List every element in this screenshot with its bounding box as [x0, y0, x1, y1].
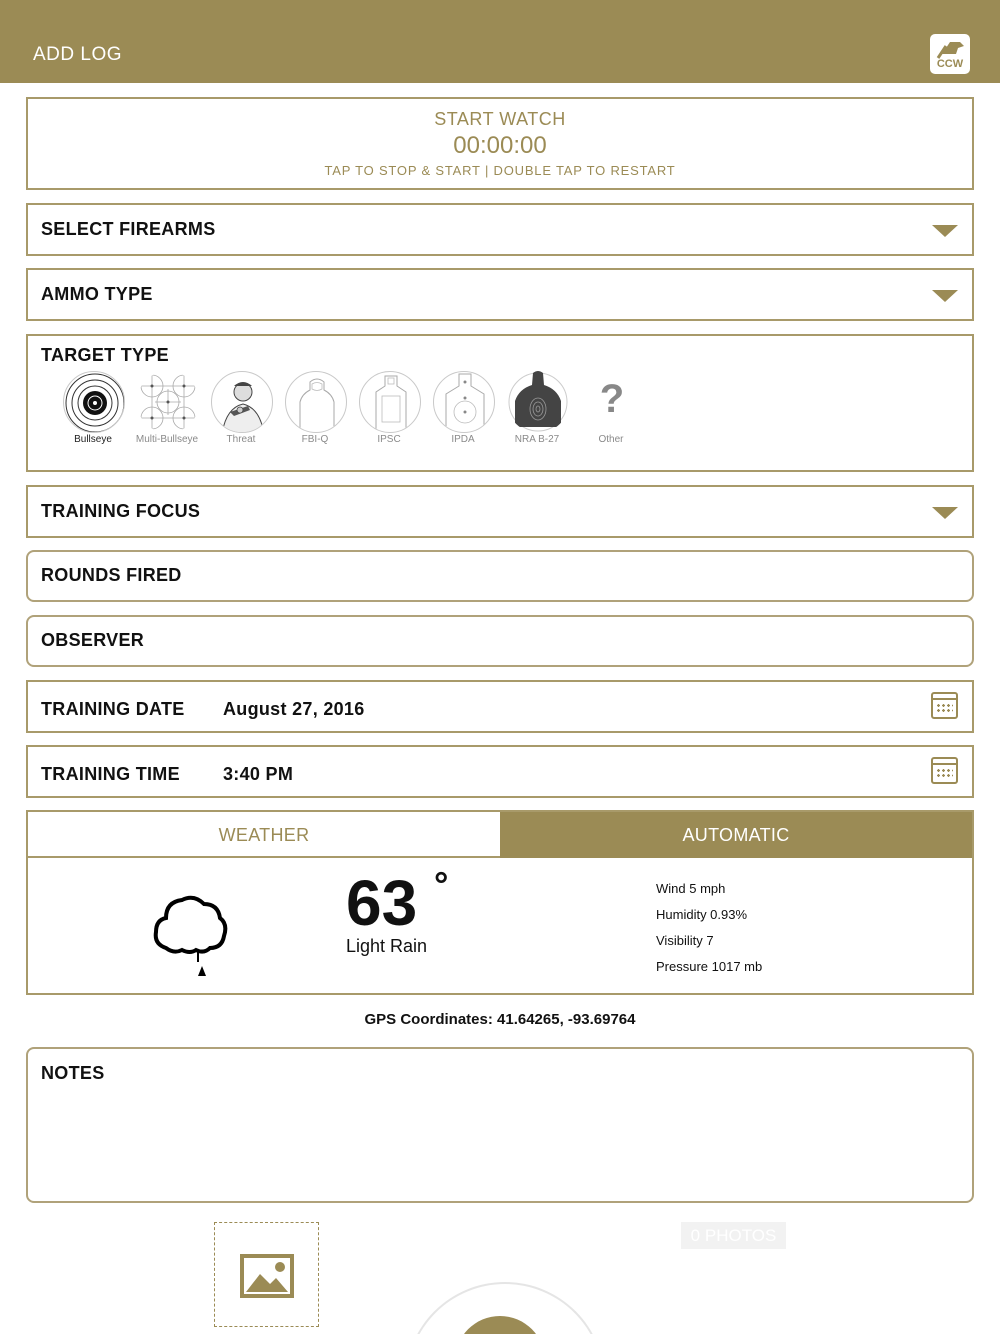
calendar-icon[interactable]: [931, 692, 958, 719]
weather-condition: Light Rain: [346, 936, 428, 956]
tab-automatic[interactable]: AUTOMATIC: [500, 812, 972, 858]
observer-input[interactable]: [26, 615, 974, 667]
weather-details: [656, 876, 762, 980]
logo-text: CCW: [936, 58, 964, 70]
weather-panel: [26, 810, 974, 995]
chevron-down-icon: [932, 225, 958, 237]
target-type-section: [26, 334, 974, 472]
observer-label: OBSERVER: [41, 630, 145, 650]
fbi-q-icon: [285, 371, 347, 433]
rounds-fired-label: ROUNDS FIRED: [41, 565, 182, 585]
humidity-text: Humidity 0.93%: [656, 907, 748, 922]
pressure-text: Pressure 1017 mb: [656, 959, 763, 974]
training-focus-label: TRAINING FOCUS: [41, 501, 201, 521]
wind-text: Wind 5 mph: [656, 881, 726, 896]
page-title: ADD LOG: [33, 44, 123, 65]
rain-cloud-icon: [152, 892, 228, 978]
target-label: Bullseye: [74, 434, 112, 445]
training-date-label: TRAINING DATE: [41, 699, 185, 719]
chevron-down-icon: [932, 507, 958, 519]
training-time-value: 3:40 PM: [223, 764, 294, 784]
stopwatch-hint: TAP TO STOP & START | DOUBLE TAP TO RESTART: [324, 163, 676, 178]
target-label: IPSC: [377, 434, 401, 445]
visibility-text: Visibility 7: [656, 933, 714, 948]
stopwatch-time: 00:00:00: [453, 132, 547, 159]
training-date-value: August 27, 2016: [223, 699, 365, 719]
multi-bullseye-icon: [137, 371, 199, 433]
nra-b27-icon: [507, 371, 569, 433]
bullseye-icon: [63, 371, 125, 433]
degree-symbol: °: [434, 864, 449, 905]
ammo-type-label: AMMO TYPE: [41, 284, 153, 304]
notes-label: NOTES: [41, 1063, 105, 1083]
calendar-icon[interactable]: [931, 757, 958, 784]
training-date-field[interactable]: [26, 680, 974, 733]
app-header: [0, 0, 1000, 83]
target-label: IPDA: [451, 434, 475, 445]
notes-textarea[interactable]: [26, 1047, 974, 1203]
gps-coordinates: GPS Coordinates: 41.64265, -93.69764: [364, 1011, 636, 1028]
photos-count-badge: 0 PHOTOS: [681, 1222, 786, 1249]
target-label: NRA B-27: [514, 434, 560, 445]
stopwatch-title: START WATCH: [434, 109, 566, 129]
tab-weather[interactable]: WEATHER: [28, 812, 500, 858]
training-focus-dropdown[interactable]: [26, 485, 974, 538]
threat-icon: [211, 371, 273, 433]
ipsc-icon: [359, 371, 421, 433]
stopwatch[interactable]: [26, 97, 974, 190]
question-icon: ?: [581, 371, 643, 433]
rounds-fired-input[interactable]: [26, 550, 974, 602]
target-label: Other: [598, 434, 624, 445]
select-firearms-dropdown[interactable]: [26, 203, 974, 256]
ccw-logo[interactable]: [930, 34, 970, 74]
target-label: Threat: [226, 434, 256, 445]
target-label: FBI-Q: [301, 434, 329, 445]
training-time-field[interactable]: [26, 745, 974, 798]
select-firearms-label: SELECT FIREARMS: [41, 219, 216, 239]
add-photo-button[interactable]: [214, 1222, 319, 1327]
target-type-label: TARGET TYPE: [41, 345, 169, 365]
image-icon: [240, 1254, 294, 1298]
ammo-type-dropdown[interactable]: [26, 268, 974, 321]
training-time-label: TRAINING TIME: [41, 764, 180, 784]
ipda-icon: [433, 371, 495, 433]
target-label: Multi-Bullseye: [135, 434, 199, 445]
temperature-value: 63: [346, 867, 418, 939]
chevron-down-icon: [932, 290, 958, 302]
